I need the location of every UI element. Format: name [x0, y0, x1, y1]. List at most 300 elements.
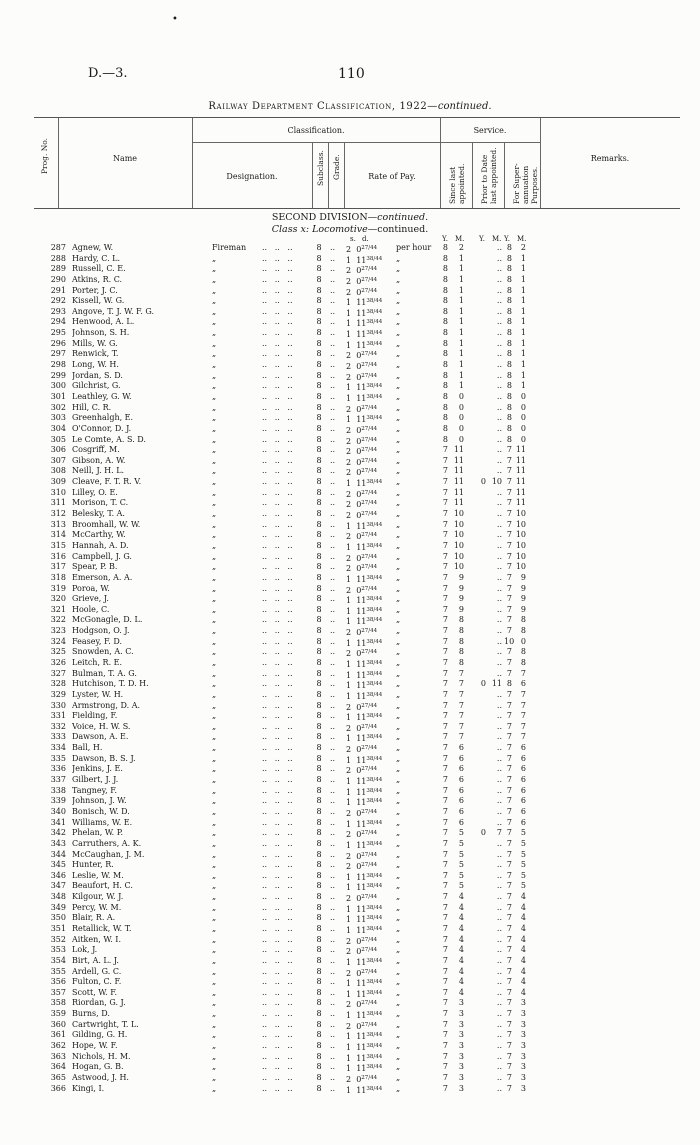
leader-dots: ..	[330, 413, 336, 423]
table-row	[0, 658, 700, 669]
prog-no: 350	[50, 913, 66, 923]
employee-name: Leslie, W. M.	[72, 870, 124, 880]
col-superannuation: For Super-annuation Purposes.	[512, 163, 539, 204]
super-years: 7	[506, 806, 512, 816]
rate-fraction-den: 44	[375, 255, 383, 262]
rate-pence: 11	[356, 840, 367, 850]
rate-fraction: 38/44	[366, 542, 383, 549]
pay-unit: „	[396, 328, 401, 338]
prog-no: 289	[50, 264, 66, 274]
rate-pence: 0	[356, 968, 362, 978]
since-months: 1	[458, 296, 464, 306]
designation: „	[212, 626, 217, 636]
since-months: 1	[458, 338, 464, 348]
pay-unit: „	[396, 775, 401, 785]
subclass: 8	[316, 445, 322, 455]
rate-fraction-num: 38	[366, 1032, 374, 1039]
title-main: Railway Department Classification, 1922—	[208, 101, 438, 112]
employee-name: Ball, H.	[72, 743, 103, 753]
super-months: 1	[520, 253, 526, 263]
table-row	[0, 254, 700, 265]
subclass: 8	[316, 775, 322, 785]
table-row	[0, 573, 700, 584]
employee-name: Neill, J. H. L.	[72, 466, 125, 476]
leader-dots: ..	[330, 721, 336, 731]
leader-dots: .. .. ..	[262, 583, 293, 593]
rate-fraction-den: 44	[370, 489, 378, 496]
leader-dots: .. .. ..	[262, 892, 293, 902]
subclass: 8	[316, 1041, 322, 1051]
pay-unit: „	[396, 700, 401, 710]
super-months: 5	[520, 828, 526, 838]
prog-no: 303	[50, 413, 66, 423]
table-row	[0, 456, 700, 467]
designation: „	[212, 838, 217, 848]
leader-dots: ..	[330, 455, 336, 465]
rate-pence: 11	[356, 872, 367, 882]
since-years: 7	[442, 828, 448, 838]
table-row	[0, 296, 700, 307]
designation: „	[212, 806, 217, 816]
subclass: 8	[316, 583, 322, 593]
table-row	[0, 275, 700, 286]
employee-name: McGonagle, D. L.	[72, 615, 143, 625]
table-row	[0, 435, 700, 446]
table-row	[0, 998, 700, 1009]
rate-shillings: 1	[346, 1043, 352, 1053]
rate-fraction-den: 44	[370, 745, 378, 752]
super-years: 8	[506, 243, 512, 252]
prior-months: ..	[496, 466, 502, 476]
rate-fraction: 38/44	[366, 915, 383, 922]
super-months: 10	[515, 509, 526, 519]
leader-dots: .. .. ..	[262, 604, 293, 614]
employee-name: Emerson, A. A.	[72, 572, 133, 582]
rate-pence: 11	[356, 479, 367, 489]
rate-fraction-den: 44	[370, 808, 378, 815]
prog-no: 299	[50, 370, 66, 380]
prior-months: ..	[496, 711, 502, 721]
prior-months: ..	[496, 764, 502, 774]
rate-shillings: 1	[346, 755, 352, 765]
employee-name: Carruthers, A. K.	[72, 838, 142, 848]
leader-dots: ..	[330, 317, 336, 327]
employee-name: Retallick, W. T.	[72, 924, 132, 933]
rate-fraction: 38/44	[366, 734, 383, 741]
leader-dots: .. .. ..	[262, 519, 293, 529]
leader-dots: ..	[330, 445, 336, 455]
super-years: 7	[506, 785, 512, 795]
super-months: 1	[520, 274, 526, 284]
since-months: 9	[458, 572, 464, 582]
class-name: Locomotive	[312, 224, 368, 235]
rate-fraction-den: 44	[375, 596, 383, 603]
since-years: 7	[442, 902, 448, 912]
since-months: 0	[458, 434, 464, 444]
prior-months: ..	[496, 998, 502, 1008]
prog-no: 357	[50, 987, 66, 997]
employee-name: Poroa, W.	[72, 583, 110, 593]
prog-no: 349	[50, 902, 66, 912]
leader-dots: .. .. ..	[262, 349, 293, 359]
rate-pence: 0	[356, 425, 362, 435]
leader-dots: .. .. ..	[262, 1051, 293, 1061]
super-years: 8	[506, 338, 512, 348]
table-row	[0, 552, 700, 563]
since-months: 11	[453, 455, 464, 465]
super-years: 8	[506, 306, 512, 316]
rate-fraction: 27/44	[361, 511, 378, 518]
employee-name: Le Comte, A. S. D.	[72, 434, 146, 444]
leader-dots: .. .. ..	[262, 785, 293, 795]
designation: „	[212, 657, 217, 667]
table-row	[0, 307, 700, 318]
since-months: 4	[458, 966, 464, 976]
since-years: 7	[442, 594, 448, 604]
leader-dots: ..	[330, 689, 336, 699]
rate-fraction-den: 44	[370, 447, 378, 454]
table-row	[0, 243, 700, 254]
page-title	[0, 101, 700, 112]
super-months: 1	[520, 296, 526, 306]
since-years: 8	[442, 285, 448, 295]
leader-dots: ..	[330, 838, 336, 848]
since-months: 6	[458, 817, 464, 827]
employee-name: Angove, T. J. W. F. G.	[72, 306, 155, 316]
prog-no: 346	[50, 870, 66, 880]
since-years: 7	[442, 913, 448, 923]
prog-no: 355	[50, 966, 66, 976]
leader-dots: ..	[330, 828, 336, 838]
super-months: 8	[520, 626, 526, 636]
leader-dots: .. .. ..	[262, 711, 293, 721]
super-months: 7	[520, 721, 526, 731]
rate-fraction: 38/44	[366, 1011, 383, 1018]
super-months: 4	[520, 934, 526, 944]
leader-dots: ..	[330, 711, 336, 721]
designation: Fireman	[212, 243, 247, 252]
pay-unit: „	[396, 370, 401, 380]
subclass: 8	[316, 615, 322, 625]
designation: „	[212, 764, 217, 774]
prior-months: 11	[491, 679, 502, 689]
super-years: 8	[506, 317, 512, 327]
prior-months: ..	[496, 966, 502, 976]
super-months: 11	[515, 455, 526, 465]
rate-fraction: 27/44	[361, 351, 378, 358]
employee-name: Hope, W. F.	[72, 1041, 118, 1051]
since-months: 1	[458, 381, 464, 391]
super-years: 7	[506, 615, 512, 625]
table-body	[0, 243, 700, 1094]
designation: „	[212, 402, 217, 412]
rate-fraction: 27/44	[361, 808, 378, 815]
rate-pence: 0	[356, 851, 362, 861]
rate-fraction-num: 27	[361, 362, 369, 369]
super-years: 7	[506, 796, 512, 806]
subclass: 8	[316, 391, 322, 401]
col-subclass: Subclass.	[316, 150, 325, 186]
rate-fraction-num: 27	[361, 723, 369, 730]
rate-fraction-num: 27	[361, 1074, 369, 1081]
rate-pence: 11	[356, 617, 367, 627]
rate-fraction: 38/44	[366, 904, 383, 911]
prog-no: 307	[50, 455, 66, 465]
since-years: 7	[442, 1072, 448, 1082]
prior-months: ..	[496, 849, 502, 859]
leader-dots: .. .. ..	[262, 987, 293, 997]
since-years: 7	[442, 487, 448, 497]
subclass: 8	[316, 1051, 322, 1061]
super-years: 7	[506, 1019, 512, 1029]
subclass: 8	[316, 1072, 322, 1082]
prog-no: 310	[50, 487, 66, 497]
leader-dots: .. .. ..	[262, 562, 293, 572]
employee-name: Burns, D.	[72, 1009, 110, 1019]
rate-pence: 11	[356, 787, 367, 797]
rate-fraction: 27/44	[361, 564, 378, 571]
rate-fraction: 27/44	[361, 532, 378, 539]
leader-dots: ..	[330, 817, 336, 827]
since-years: 8	[442, 338, 448, 348]
prior-months: ..	[496, 1072, 502, 1082]
pay-unit: „	[396, 455, 401, 465]
prior-months: ..	[496, 264, 502, 274]
rate-pence: 0	[356, 830, 362, 840]
rate-fraction-den: 44	[375, 713, 383, 720]
rate-fraction-num: 27	[361, 766, 369, 773]
super-months: 5	[520, 838, 526, 848]
subclass: 8	[316, 657, 322, 667]
table-header	[34, 117, 680, 209]
col-since-last: Since last appointed.	[448, 163, 466, 204]
table-row	[0, 1030, 700, 1041]
super-months: 0	[520, 402, 526, 412]
table-row	[0, 732, 700, 743]
subclass: 8	[316, 274, 322, 284]
prog-no: 364	[50, 1062, 66, 1072]
rate-fraction: 38/44	[366, 926, 383, 932]
rate-pence: 11	[356, 713, 367, 723]
leader-dots: ..	[330, 402, 336, 412]
rate-fraction: 38/44	[366, 819, 383, 826]
rate-shillings: 1	[346, 872, 352, 882]
super-years: 7	[506, 689, 512, 699]
subclass: 8	[316, 306, 322, 316]
since-years: 7	[442, 626, 448, 636]
subclass: 8	[316, 849, 322, 859]
pay-unit: „	[396, 530, 401, 540]
rate-pence: 0	[356, 511, 362, 521]
employee-name: Lok, J.	[72, 945, 98, 955]
table-row	[0, 775, 700, 786]
employee-name: Voice, H. W. S.	[72, 721, 131, 731]
leader-dots: .. .. ..	[262, 1072, 293, 1082]
rate-shillings: 2	[346, 766, 352, 776]
rate-fraction-den: 44	[375, 574, 383, 581]
designation: „	[212, 732, 217, 742]
super-years: 7	[506, 838, 512, 848]
designation: „	[212, 562, 217, 572]
rate-fraction: 38/44	[366, 989, 383, 996]
table-row	[0, 615, 700, 626]
employee-name: Cartwright, T. L.	[72, 1019, 139, 1029]
prior-months: ..	[496, 689, 502, 699]
designation: „	[212, 604, 217, 614]
rate-fraction-den: 44	[370, 723, 378, 730]
designation: „	[212, 1009, 217, 1019]
leader-dots: .. .. ..	[262, 732, 293, 742]
leader-dots: .. .. ..	[262, 370, 293, 380]
subclass: 8	[316, 551, 322, 561]
subclass: 8	[316, 668, 322, 678]
table-row	[0, 1073, 700, 1084]
designation: „	[212, 828, 217, 838]
rate-fraction: 27/44	[361, 372, 378, 379]
leader-dots: ..	[330, 274, 336, 284]
subclass: 8	[316, 1030, 322, 1040]
prog-no: 309	[50, 477, 66, 487]
pay-unit: „	[396, 1051, 401, 1061]
pay-unit: „	[396, 402, 401, 412]
rate-fraction-num: 27	[361, 276, 369, 283]
rate-fraction-num: 38	[366, 904, 374, 911]
subclass: 8	[316, 689, 322, 699]
designation: „	[212, 966, 217, 976]
since-months: 3	[458, 1083, 464, 1093]
prior-months: 10	[491, 477, 502, 487]
col-classification: Classification.	[287, 126, 345, 135]
super-months: 7	[520, 668, 526, 678]
since-months: 1	[458, 328, 464, 338]
pay-unit: „	[396, 391, 401, 401]
since-years: 8	[442, 264, 448, 274]
table-row	[0, 530, 700, 541]
col-remarks: Remarks.	[590, 154, 630, 163]
leader-dots: .. .. ..	[262, 689, 293, 699]
leader-dots: ..	[330, 498, 336, 508]
rate-fraction-den: 44	[370, 351, 378, 358]
since-months: 11	[453, 477, 464, 487]
rate-fraction-num: 38	[366, 979, 374, 986]
designation: „	[212, 1041, 217, 1051]
subclass: 8	[316, 753, 322, 763]
designation: „	[212, 253, 217, 263]
super-months: 4	[520, 913, 526, 923]
rate-fraction: 38/44	[366, 681, 383, 688]
super-years: 7	[506, 477, 512, 487]
rate-fraction-num: 38	[366, 383, 374, 390]
super-years: 7	[506, 487, 512, 497]
rate-pence: 0	[356, 1074, 362, 1084]
table-row	[0, 541, 700, 552]
rate-shillings: 2	[346, 468, 352, 478]
rate-fraction-num: 38	[366, 638, 374, 645]
employee-name: Long, W. H.	[72, 360, 119, 370]
rate-shillings: 1	[346, 1011, 352, 1021]
prior-months: ..	[496, 487, 502, 497]
rate-shillings: 2	[346, 1000, 352, 1010]
rate-shillings: 2	[346, 808, 352, 818]
table-row	[0, 371, 700, 382]
subclass: 8	[316, 381, 322, 391]
employee-name: Gilchrist, G.	[72, 381, 121, 391]
subclass: 8	[316, 466, 322, 476]
table-row	[0, 977, 700, 988]
leader-dots: .. .. ..	[262, 775, 293, 785]
leader-dots: .. .. ..	[262, 317, 293, 327]
rate-pence: 11	[356, 989, 367, 999]
rate-pence: 11	[356, 542, 367, 552]
prog-no: 331	[50, 711, 66, 721]
unit-years: Y.	[479, 235, 485, 243]
leader-dots: ..	[330, 945, 336, 955]
rate-shillings: 1	[346, 521, 352, 531]
leader-dots: ..	[330, 551, 336, 561]
super-months: 3	[520, 1062, 526, 1072]
since-years: 7	[442, 477, 448, 487]
since-months: 11	[453, 498, 464, 508]
table-row	[0, 754, 700, 765]
leader-dots: .. .. ..	[262, 806, 293, 816]
rate-shillings: 2	[346, 425, 352, 435]
super-years: 7	[506, 860, 512, 870]
leader-dots: ..	[330, 924, 336, 933]
since-years: 7	[442, 817, 448, 827]
pay-unit: „	[396, 264, 401, 274]
super-years: 7	[506, 945, 512, 955]
prog-no: 288	[50, 253, 66, 263]
leader-dots: ..	[330, 636, 336, 646]
pay-unit: „	[396, 253, 401, 263]
table-row	[0, 626, 700, 637]
employee-name: Armstrong, D. A.	[72, 700, 141, 710]
prog-no: 337	[50, 775, 66, 785]
designation: „	[212, 349, 217, 359]
rate-fraction-den: 44	[370, 628, 378, 635]
rate-shillings: 1	[346, 596, 352, 606]
col-name: Name	[112, 154, 138, 163]
table-row	[0, 360, 700, 371]
since-years: 7	[442, 870, 448, 880]
subclass: 8	[316, 498, 322, 508]
designation: „	[212, 817, 217, 827]
employee-name: Grieve, J.	[72, 594, 109, 604]
rate-fraction-num: 38	[366, 798, 374, 805]
designation: „	[212, 466, 217, 476]
pay-unit: „	[396, 583, 401, 593]
table-row	[0, 584, 700, 595]
rate-shillings: 1	[346, 979, 352, 989]
super-months: 3	[520, 1041, 526, 1051]
rate-fraction-num: 38	[366, 596, 374, 603]
table-row	[0, 349, 700, 360]
rate-fraction-den: 44	[375, 330, 383, 337]
designation: „	[212, 753, 217, 763]
leader-dots: ..	[330, 785, 336, 795]
designation: „	[212, 540, 217, 550]
leader-dots: .. .. ..	[262, 423, 293, 433]
subclass: 8	[316, 860, 322, 870]
employee-name: Greenhalgh, E.	[72, 413, 134, 423]
pay-unit: „	[396, 679, 401, 689]
super-months: 10	[515, 551, 526, 561]
super-years: 7	[506, 849, 512, 859]
table-row	[0, 807, 700, 818]
rate-shillings: 1	[346, 255, 352, 265]
since-months: 10	[453, 509, 464, 519]
employee-name: Porter, J. C.	[72, 285, 118, 295]
